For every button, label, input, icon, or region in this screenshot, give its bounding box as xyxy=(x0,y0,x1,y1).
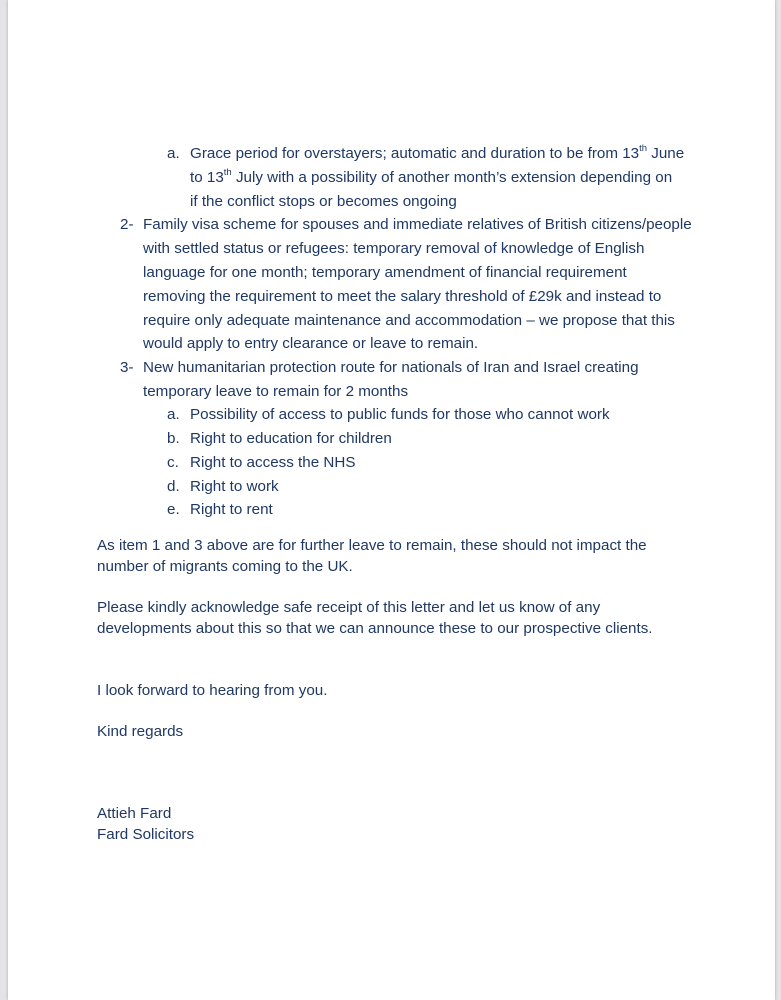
paragraph-line: number of migrants coming to the UK. xyxy=(97,558,353,575)
list-item-3a: Possibility of access to public funds for those who cannot work xyxy=(190,406,610,423)
list-marker-1a: a. xyxy=(167,145,180,162)
signature-firm: Fard Solicitors xyxy=(97,826,195,843)
signature-name: Attieh Fard xyxy=(97,805,172,822)
closing-line: I look forward to hearing from you. xyxy=(97,682,328,699)
paragraph-line: Please kindly acknowledge safe receipt of this letter and let us know of any xyxy=(97,599,601,616)
list-item-2-line: would apply to entry clearance or leave to remain. xyxy=(143,335,479,352)
list-item-2-line: require only adequate maintenance and accommodation – we propose that this xyxy=(143,312,675,329)
paragraph-line: developments about this so that we can announce these to our prospective clients. xyxy=(97,620,653,637)
paragraph-line: As item 1 and 3 above are for further leave to remain, these should not impact the xyxy=(97,537,647,554)
list-marker-3d: d. xyxy=(167,478,180,495)
list-item-3-line: New humanitarian protection route for nationals of Iran and Israel creating xyxy=(143,359,639,376)
list-item-2-line: language for one month; temporary amendment of financial requirement xyxy=(143,264,627,281)
list-item-3-line: temporary leave to remain for 2 months xyxy=(143,383,409,400)
list-item-2-line: Family visa scheme for spouses and immediate relatives of British citizens/people xyxy=(143,216,692,233)
list-item-2-line: with settled status or refugees: temporary removal of knowledge of English xyxy=(143,240,645,257)
list-item-2-line: removing the requirement to meet the salary threshold of £29k and instead to xyxy=(143,288,662,305)
list-item-1a-line2: to 13th July with a possibility of another month’s extension depending on xyxy=(190,166,673,186)
list-marker-3a: a. xyxy=(167,406,180,423)
list-item-1a-line1: Grace period for overstayers; automatic and duration to be from 13th June xyxy=(190,142,685,162)
list-item-3b: Right to education for children xyxy=(190,430,392,447)
regards-line: Kind regards xyxy=(97,723,184,740)
list-marker-3: 3- xyxy=(120,359,134,376)
list-item-3d: Right to work xyxy=(190,478,279,495)
letter-page xyxy=(8,0,775,1000)
list-item-3e: Right to rent xyxy=(190,501,273,518)
list-item-3c: Right to access the NHS xyxy=(190,454,356,471)
list-marker-3b: b. xyxy=(167,430,180,447)
list-marker-2: 2- xyxy=(120,216,134,233)
list-item-1a-line3: if the conflict stops or becomes ongoing xyxy=(190,193,457,210)
list-marker-3e: e. xyxy=(167,501,180,518)
list-marker-3c: c. xyxy=(167,454,179,471)
